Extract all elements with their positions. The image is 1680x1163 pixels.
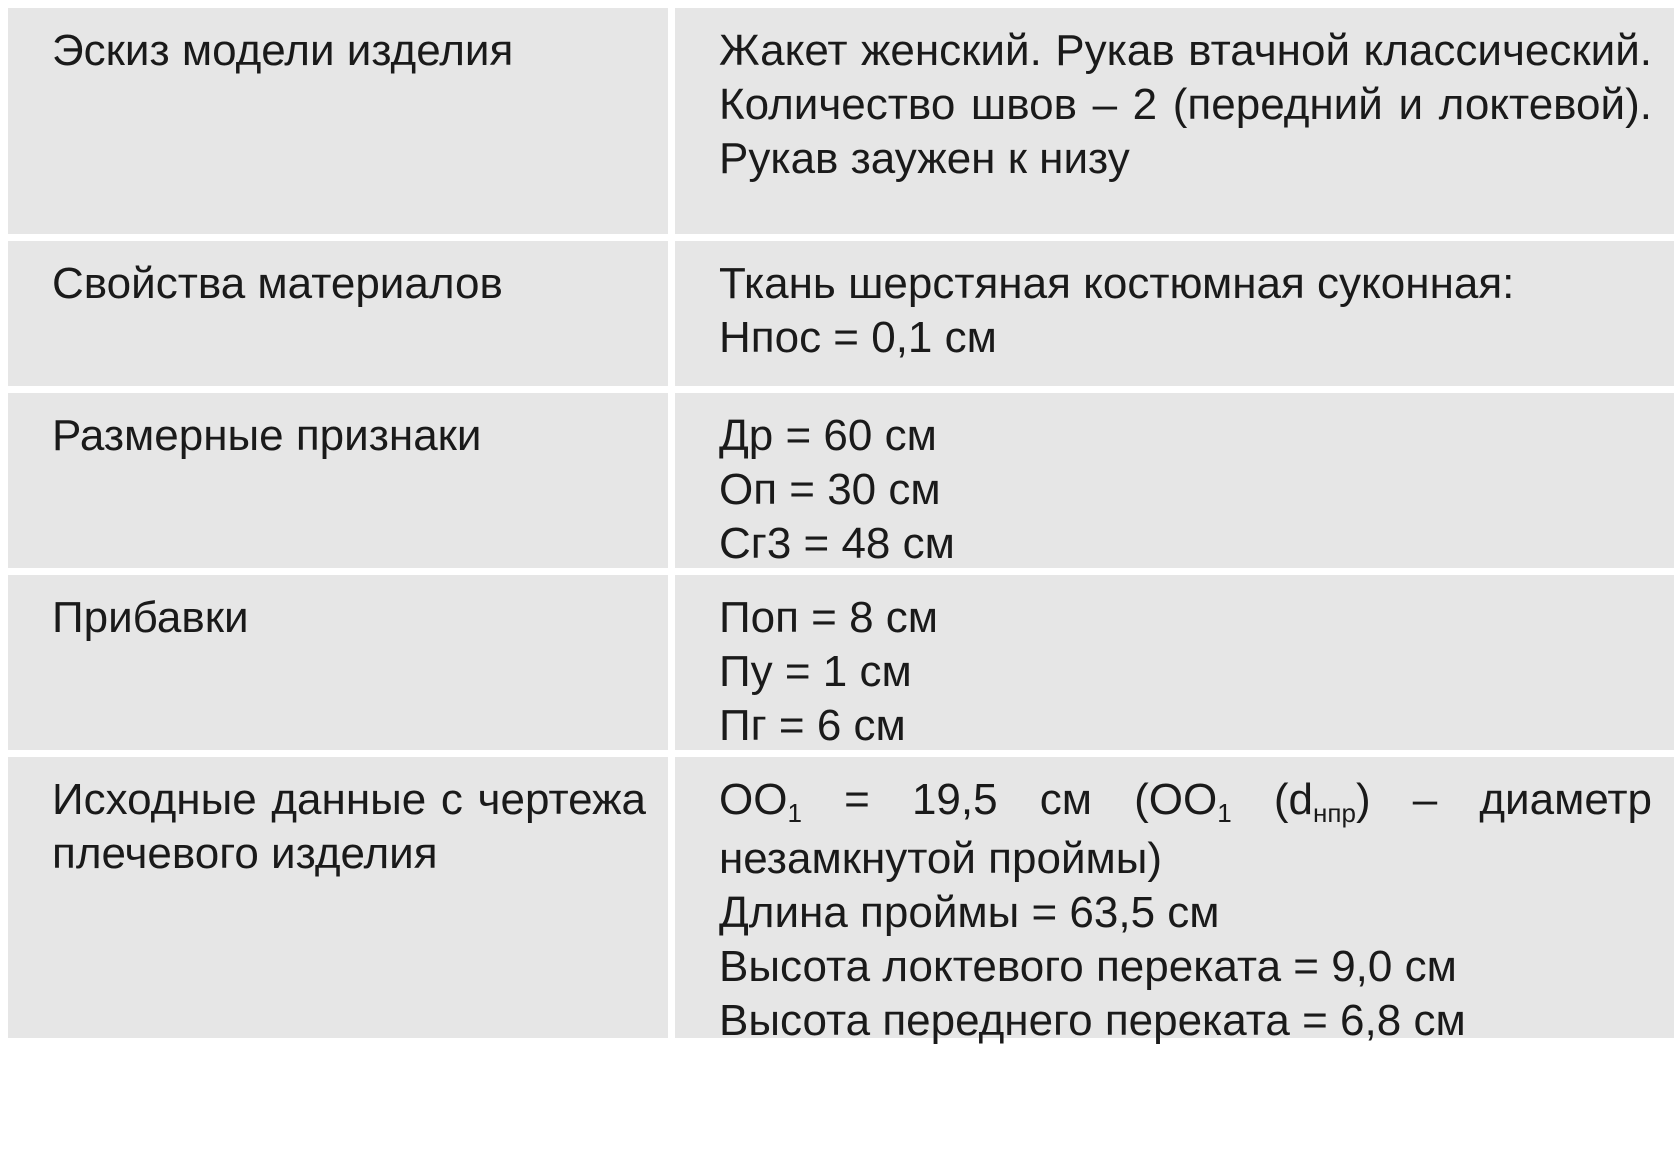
table-row <box>8 575 1674 750</box>
row-label-text: Прибавки <box>52 593 249 642</box>
value-line: Др = 60 см <box>719 411 937 460</box>
row-value-source-data <box>675 757 1674 1045</box>
value-line: Нпос = 0,1 см <box>719 313 997 362</box>
table-row <box>8 8 1674 234</box>
d-subscript: нпр <box>1313 798 1356 828</box>
row-label-text: Эскиз модели изделия <box>52 26 514 75</box>
row-label-sketch <box>8 8 668 234</box>
table-row <box>8 241 1674 386</box>
row-value-allowances <box>675 575 1674 750</box>
row-value-text: Жакет женский. Рукав втачной классический. Количество швов – 2 (передний и локтевой). Рукав заужен к низу <box>719 26 1652 183</box>
row-label-text: Размерные признаки <box>52 411 482 460</box>
row-label-allowances <box>8 575 668 750</box>
oo-paren: (d <box>1231 775 1314 824</box>
table-row <box>8 757 1674 1045</box>
value-line: Поп = 8 см <box>719 593 939 642</box>
row-label-measurements <box>8 393 668 568</box>
oo-subscript: 1 <box>1217 798 1232 828</box>
spec-table <box>8 8 1674 1045</box>
value-line: Ткань шерстяная костюмная суконная: <box>719 259 1515 308</box>
value-line: Высота локтевого переката = 9,0 см <box>719 942 1457 991</box>
table-row <box>8 393 1674 568</box>
diameter-text <box>719 773 1652 886</box>
value-line: Пг = 6 см <box>719 701 906 750</box>
row-label-text: Исходные данные с чертежа плечевого изделия <box>52 775 646 878</box>
oo-description: ) – диаметр незамкнутой проймы) <box>719 775 1652 883</box>
oo-symbol: ОО <box>719 775 788 824</box>
row-value-sketch <box>675 8 1674 234</box>
row-label-source-data <box>8 757 668 1038</box>
value-line: Пу = 1 см <box>719 647 912 696</box>
value-line: Оп = 30 см <box>719 465 941 514</box>
row-value-materials <box>675 241 1674 386</box>
row-label-materials <box>8 241 668 386</box>
value-line: Длина проймы = 63,5 см <box>719 888 1220 937</box>
value-line: Сг3 = 48 см <box>719 519 955 568</box>
value-line: Высота переднего переката = 6,8 см <box>719 996 1466 1045</box>
oo-equation: = 19,5 см (ОО <box>801 775 1218 824</box>
oo-subscript: 1 <box>787 798 802 828</box>
row-label-text: Свойства материалов <box>52 259 503 308</box>
row-value-measurements <box>675 393 1674 568</box>
